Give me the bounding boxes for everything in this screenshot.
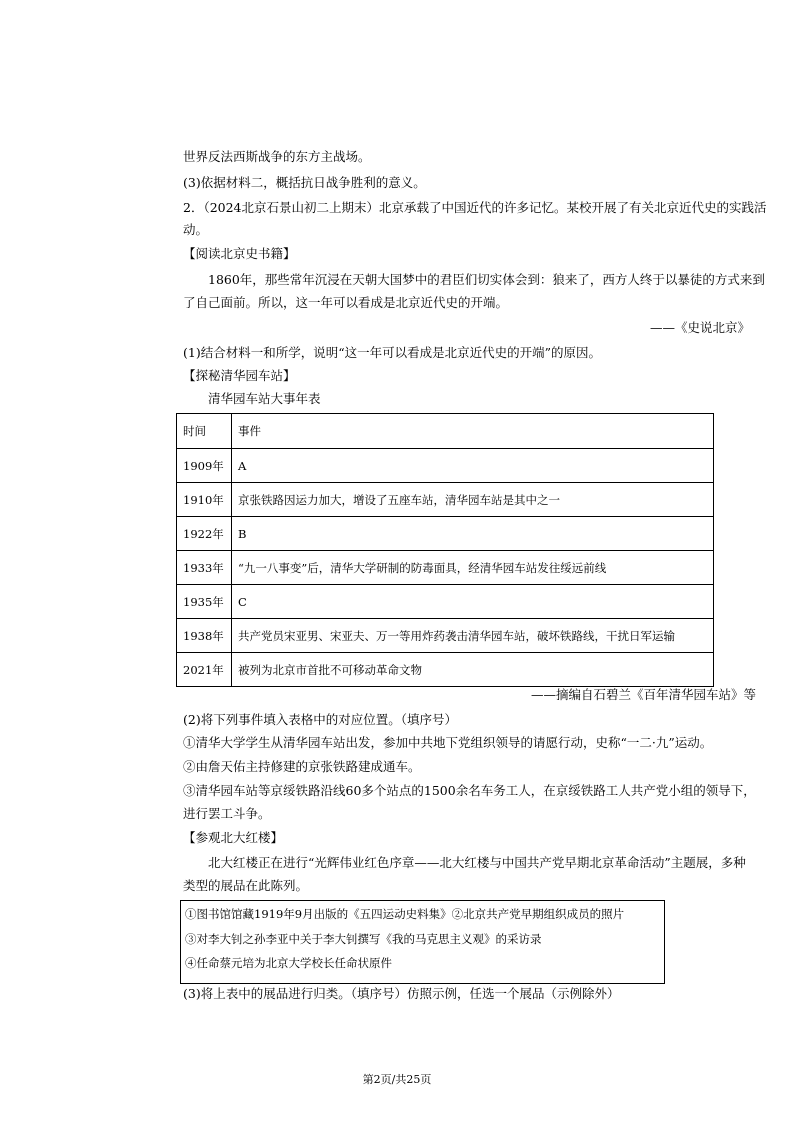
- line-1: 世界反法西斯战争的东方主战场。: [183, 149, 371, 164]
- table-source: ——摘编自石碧兰《百年清华园车站》等: [530, 687, 756, 702]
- exhibit-line: ①图书馆馆藏1919年9月出版的《五四运动史料集》②北京共产党早期组织成员的照片: [185, 907, 625, 921]
- exhibit-line: ③对李大钊之孙李亚中关于李大钊撰写《我的马克思主义观》的采访录: [185, 932, 542, 946]
- table-row: [177, 653, 714, 687]
- exhibits-box: [180, 900, 665, 984]
- table-row: [177, 551, 714, 585]
- sub-question-2: (2)将下列事件填入表格中的对应位置。（填序号）: [183, 712, 457, 727]
- row-time: 1935年: [177, 585, 232, 619]
- row-event: A: [232, 449, 714, 483]
- material-1-source: ——《史说北京》: [649, 320, 750, 335]
- table-row: [177, 585, 714, 619]
- sub-question-3: (3)将上表中的展品进行归类。（填序号）仿照示例，任选一个展品（示例除外）: [183, 986, 620, 1001]
- row-event: 被列为北京市首批不可移动革命文物: [232, 653, 714, 687]
- events-table: [176, 413, 714, 687]
- option-3-cont: 进行罢工斗争。: [183, 806, 271, 821]
- sub-question-1: (1)结合材料一和所学，说明“这一年可以看成是北京近代史的开端”的原因。: [183, 345, 601, 360]
- table-row: [177, 517, 714, 551]
- section-read-books: 【阅读北京史书籍】: [183, 246, 296, 261]
- row-time: 1910年: [177, 483, 232, 517]
- question-3: (3)依据材料二，概括抗日战争胜利的意义。: [183, 175, 426, 190]
- row-time: 2021年: [177, 653, 232, 687]
- option-2: ②由詹天佑主持修建的京张铁路建成通车。: [183, 759, 421, 774]
- row-time: 1922年: [177, 517, 232, 551]
- option-1: ①清华大学学生从清华园车站出发，参加中共地下党组织领导的请愿行动，史称“一二·九”运动。: [183, 735, 713, 750]
- section-station: 【探秘清华园车站】: [183, 368, 296, 383]
- header-time: 时间: [177, 414, 232, 449]
- row-event: 共产党员宋亚男、宋亚夫、万一等用炸药袭击清华园车站，破坏铁路线，干扰日军运输: [232, 619, 714, 653]
- material-3-line-1: 北大红楼正在进行“光辉伟业红色序章——北大红楼与中国共产党早期北京革命活动”主题展，多种: [208, 855, 746, 870]
- table-row: [177, 483, 714, 517]
- page-number: 第2页/共25页: [362, 1073, 432, 1086]
- material-3-line-2: 类型的展品在此陈列。: [183, 878, 309, 893]
- row-time: 1933年: [177, 551, 232, 585]
- header-event: 事件: [232, 414, 714, 449]
- row-event: C: [232, 585, 714, 619]
- exhibit-line: ④任命蔡元培为北京大学校长任命状原件: [185, 956, 392, 970]
- question-2-intro: 2．（2024北京石景山初二上期末）北京承载了中国近代的许多记忆。某校开展了有关北京近代史的实践活: [183, 200, 767, 215]
- row-event: B: [232, 517, 714, 551]
- option-3: ③清华园车站等京绥铁路沿线60多个站点的1500余名车务工人，在京绥铁路工人共产党小组的领导下，: [183, 783, 756, 798]
- section-red-building: 【参观北大红楼】: [183, 830, 284, 845]
- table-row: [177, 619, 714, 653]
- row-event: 京张铁路因运力加大，增设了五座车站，清华园车站是其中之一: [232, 483, 714, 517]
- question-2-intro-cont: 动。: [183, 222, 209, 237]
- material-1-line-2: 了自己面前。所以，这一年可以看成是北京近代史的开端。: [183, 295, 509, 310]
- row-event: “九一八事变”后，清华大学研制的防毒面具，经清华园车站发往绥远前线: [232, 551, 714, 585]
- row-time: 1909年: [177, 449, 232, 483]
- table-header-row: [177, 414, 714, 449]
- row-time: 1938年: [177, 619, 232, 653]
- table-title: 清华园车站大事年表: [208, 391, 321, 406]
- table-row: [177, 449, 714, 483]
- material-1-line-1: 1860年，那些常年沉浸在天朝大国梦中的君臣们切实体会到：狼来了，西方人终于以暴徒的方式来到: [208, 272, 765, 287]
